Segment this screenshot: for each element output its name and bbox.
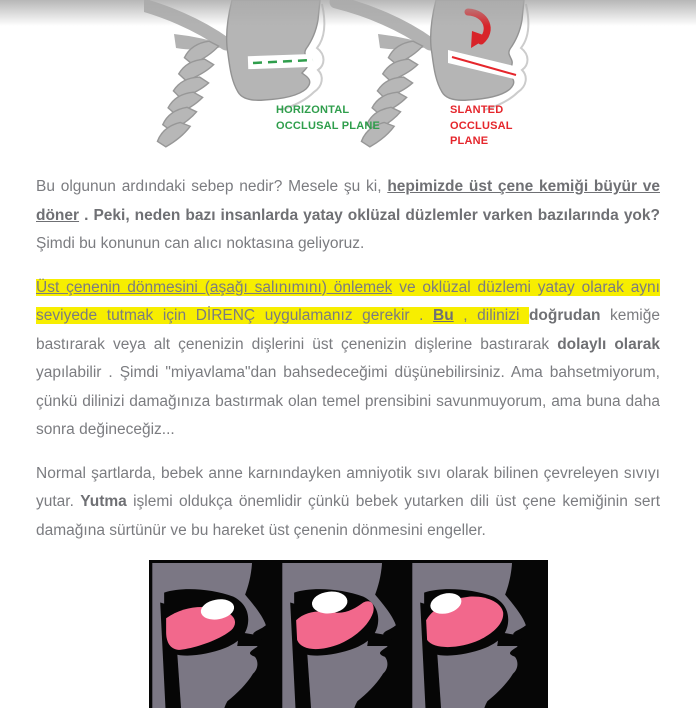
text-run: . <box>79 206 94 224</box>
label-line: HORIZONTAL <box>276 104 350 116</box>
text-run: , dilinizi <box>453 307 529 324</box>
text-run: Bu <box>433 307 454 324</box>
swallowing-sequence-figure <box>149 560 548 708</box>
text-run: yapılabilir . Şimdi "miyavlama"dan bahsedeceğimi düşünebilirsiniz. Ama bahsetmiyorum, çünkü dilinizi damağınıza bastırmak olan temel prensibini savunmuyorum, ama buna daha sonra değineceğiz... <box>36 364 660 438</box>
paragraph-reason <box>36 173 660 259</box>
text-run: kemiğe bastırarak veya alt çenenizin dişlerini üst çenenizin dişlerine bastırarak <box>36 307 660 353</box>
occlusal-plane-figure <box>144 0 552 148</box>
slanted-occlusal-plane-label <box>450 103 552 150</box>
article-body <box>36 173 660 545</box>
text-run: Yutma <box>80 493 127 510</box>
label-line: SLANTED <box>450 104 504 116</box>
paragraph-resistance <box>36 274 660 445</box>
text-run: hepimizde üst çene kemiği büyür ve döner <box>36 178 660 224</box>
text-run: Şimdi bu konunun can alıcı noktasına geliyoruz. <box>36 235 365 252</box>
swallow-stage-3 <box>412 563 539 708</box>
swallow-stage-1 <box>152 563 279 708</box>
text-run: Bu olgunun ardındaki sebep nedir? Mesele şu ki, <box>36 178 388 195</box>
horizontal-occlusal-plane-label <box>276 103 380 134</box>
text-run: işlemi oldukça önemlidir çünkü bebek yutarken dili üst çene kemiğinin sert damağına sürtünür ve bu hareket üst çenenin dönmesini engeller. <box>36 493 660 539</box>
text-run: Üst çenenin dönmesini (aşağı salınımını) önlemek <box>36 278 393 296</box>
text-run: Peki, neden bazı insanlarda yatay oklüzal düzlemler varken bazılarında yok? <box>93 206 660 224</box>
text-run: doğrudan <box>528 307 601 324</box>
label-line: OCCLUSAL PLANE <box>450 119 513 147</box>
swallow-stage-2 <box>282 563 409 708</box>
paragraph-swallowing <box>36 460 660 546</box>
text-run: Normal şartlarda, bebek anne karnındayken amniyotik sıvı olarak bilinen çevreleyen sıvıyı yutar. <box>36 464 660 510</box>
text-run: dolaylı olarak <box>557 335 660 353</box>
text-run: ve oklüzal düzlemi yatay olarak aynı seviyede tutmak için DİRENÇ uygulamanız gerekir . <box>36 278 660 324</box>
label-line: OCCLUSAL PLANE <box>276 119 381 132</box>
